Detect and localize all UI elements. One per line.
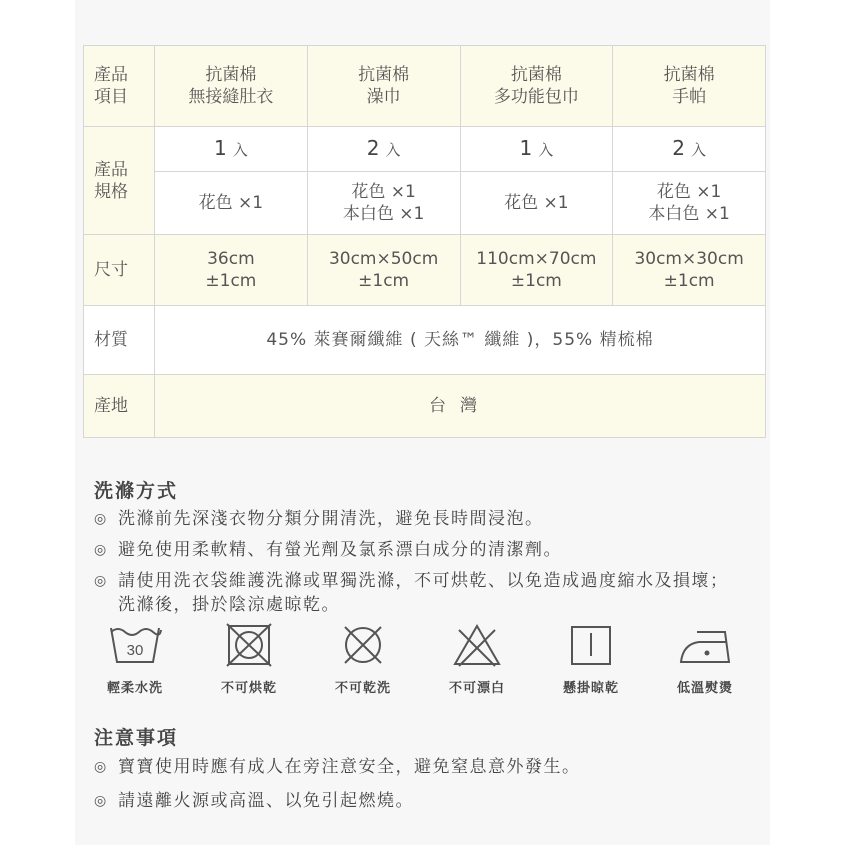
row-label-origin: 產地 — [84, 375, 155, 438]
row-label-size: 尺寸 — [84, 235, 155, 306]
size-cell: 30cm×30cm ±1cm — [613, 235, 766, 306]
row-label-material: 材質 — [84, 306, 155, 375]
bullet-icon: ◎ — [94, 759, 108, 775]
quantity-cell: 2 入 — [613, 127, 766, 172]
table-row-product-names — [84, 46, 766, 127]
material-cell: 45% 萊賽爾纖維 ( 天絲™ 纖維 )，55% 精梳棉 — [155, 306, 766, 375]
table-row-origin — [84, 375, 766, 438]
washing-title: 洗滌方式 — [94, 480, 179, 502]
care-item-no-dry-clean — [313, 622, 413, 696]
care-label: 低溫熨燙 — [676, 681, 733, 696]
bullet-icon: ◎ — [94, 511, 108, 527]
table-row-quantity — [84, 127, 766, 172]
wash-30-icon — [107, 622, 163, 668]
bullet-icon: ◎ — [94, 542, 108, 558]
color-cell: 花色 ×1 本白色 ×1 — [307, 172, 460, 235]
quantity-cell: 1 入 — [155, 127, 308, 172]
product-name-cell: 抗菌棉 無接縫肚衣 — [155, 46, 308, 127]
product-name-cell: 抗菌棉 澡巾 — [307, 46, 460, 127]
care-item-no-bleach — [427, 622, 527, 696]
bullet-icon: ◎ — [94, 573, 108, 589]
line-dry-icon — [563, 622, 619, 668]
size-cell: 110cm×70cm ±1cm — [460, 235, 613, 306]
svg-text:30: 30 — [126, 642, 144, 659]
list-item: ◎ 洗滌前先深淺衣物分類分開清洗，避免長時間浸泡。 — [94, 509, 544, 529]
product-name-cell: 抗菌棉 手帕 — [613, 46, 766, 127]
row-label-spec: 產品 規格 — [84, 127, 155, 235]
no-bleach-icon — [449, 622, 505, 668]
care-label: 懸掛晾乾 — [562, 681, 619, 696]
low-iron-icon — [677, 622, 733, 668]
list-item: ◎ 請遠離火源或高溫、以免引起燃燒。 — [94, 791, 414, 811]
quantity-cell: 1 入 — [460, 127, 613, 172]
size-cell: 36cm ±1cm — [155, 235, 308, 306]
color-cell: 花色 ×1 本白色 ×1 — [613, 172, 766, 235]
row-label-product: 產品 項目 — [84, 46, 155, 127]
care-item-no-tumble-dry — [199, 622, 299, 696]
size-cell: 30cm×50cm ±1cm — [307, 235, 460, 306]
care-item-line-dry — [541, 622, 641, 696]
care-label: 輕柔水洗 — [106, 681, 163, 696]
care-icons — [95, 622, 755, 702]
care-label: 不可漂白 — [448, 681, 505, 696]
color-cell: 花色 ×1 — [155, 172, 308, 235]
caution-list — [94, 755, 744, 820]
product-name-cell: 抗菌棉 多功能包巾 — [460, 46, 613, 127]
table-row-size — [84, 235, 766, 306]
care-item-low-iron — [655, 622, 755, 696]
no-tumble-dry-icon — [221, 622, 277, 668]
list-item: ◎ 寶寶使用時應有成人在旁注意安全，避免窒息意外發生。 — [94, 757, 581, 777]
bullet-icon: ◎ — [94, 793, 108, 809]
care-label: 不可烘乾 — [220, 681, 277, 696]
washing-list — [94, 507, 744, 624]
care-label: 不可乾洗 — [334, 681, 391, 696]
list-item: ◎ 避免使用柔軟精、有螢光劑及氯系漂白成分的清潔劑。 — [94, 540, 562, 560]
spec-table — [83, 45, 766, 438]
quantity-cell: 2 入 — [307, 127, 460, 172]
table-row-color — [84, 172, 766, 235]
color-cell: 花色 ×1 — [460, 172, 613, 235]
table-row-material — [84, 306, 766, 375]
list-item: ◎ 請使用洗衣袋維護洗滌或單獨洗滌，不可烘乾、以免造成過度縮水及損壞；洗滌後，掛於陰涼處晾乾。 — [94, 571, 729, 615]
no-dry-clean-icon — [335, 622, 391, 668]
caution-title: 注意事項 — [94, 727, 179, 749]
origin-cell: 台灣 — [155, 375, 766, 438]
care-item-wash — [85, 622, 185, 696]
